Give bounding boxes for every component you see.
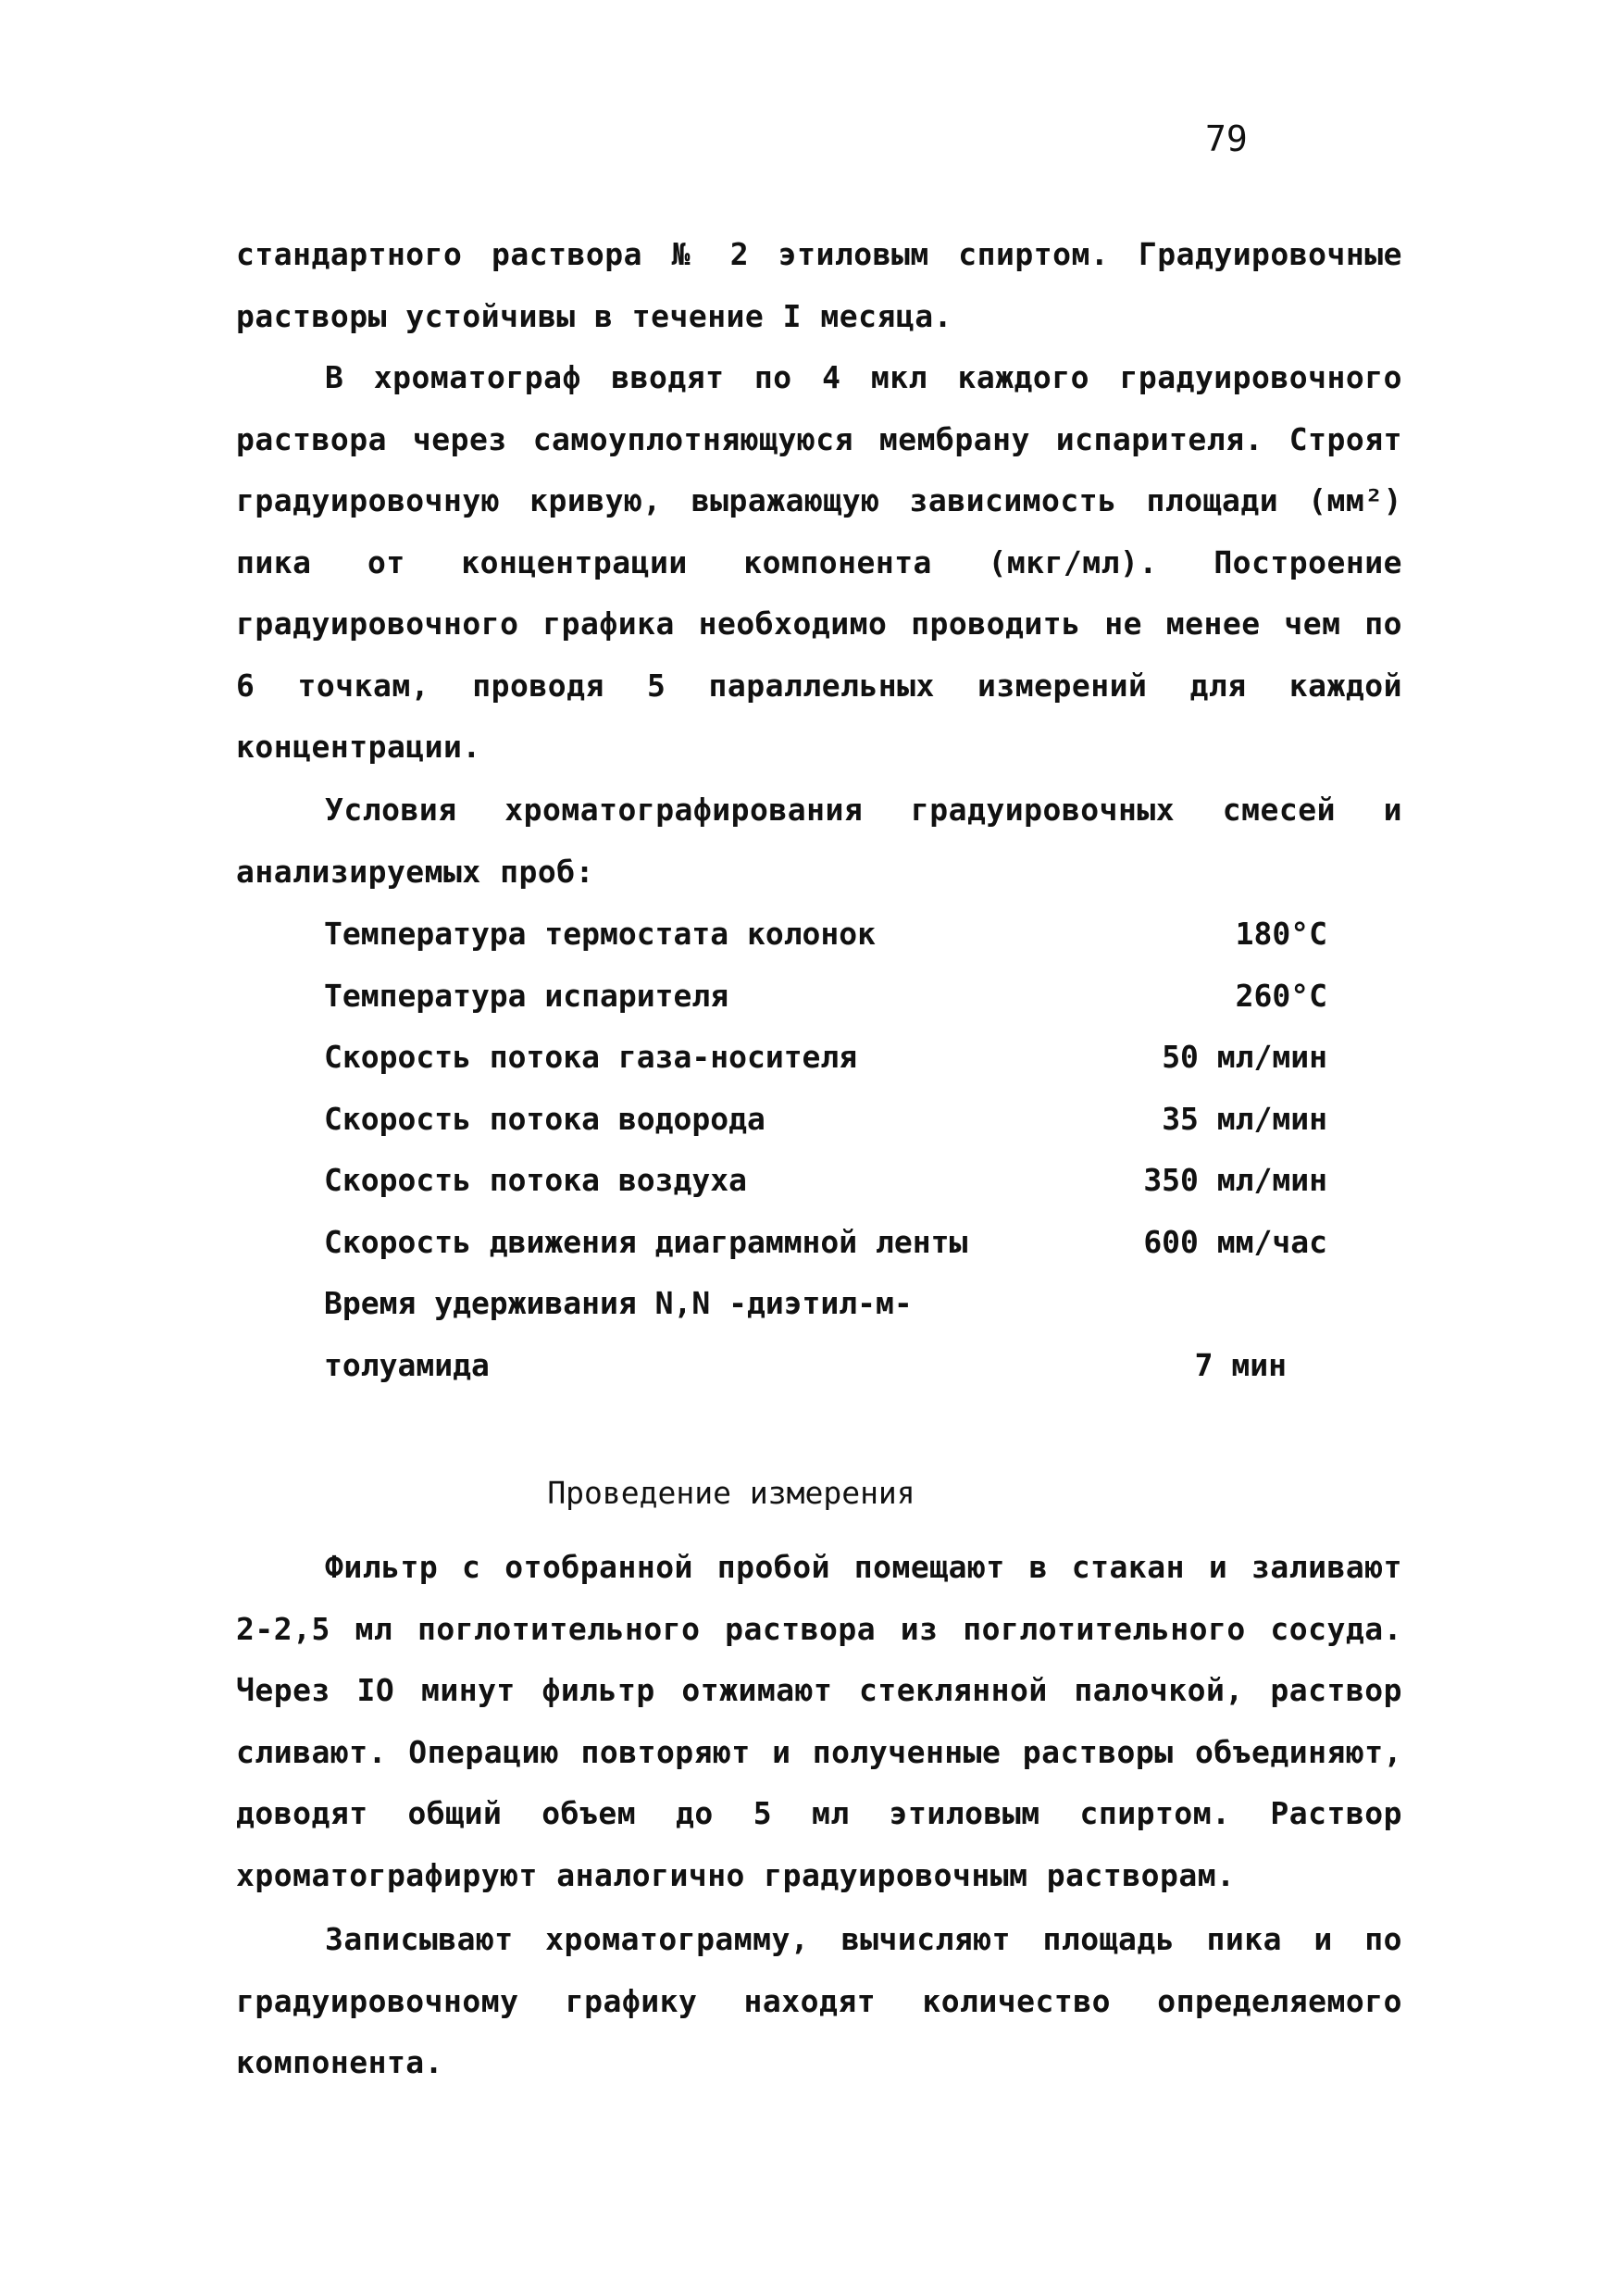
condition-value: 50 мл/мин xyxy=(1162,1039,1327,1075)
condition-value: 350 мл/мин xyxy=(1143,1162,1327,1198)
condition-value: 600 мм/час xyxy=(1143,1223,1327,1260)
condition-row xyxy=(324,966,1342,1028)
condition-value: 260°C xyxy=(1235,977,1327,1014)
paragraph-2: В хроматограф вводят по 4 мкл каждого градуировочного раствора через самоуплотняющуюся мембрану испарителя. Строят градуировочную кривую, выражающую зависимость площади (мм²) пика от концентрации компонента (мкг/мл). Построение градуировочного графика необходимо проводить не менее чем по 6 точкам, проводя 5 параллельных измерений для каждой концентрации. xyxy=(236,359,1402,765)
condition-row xyxy=(324,1273,1342,1396)
paragraph-continuation xyxy=(236,224,1402,347)
condition-value: 180°C xyxy=(1235,916,1327,952)
condition-row xyxy=(324,1089,1342,1151)
paragraph-1: стандартного раствора № 2 этиловым спиртом. Градуировочные растворы устойчивы в течение I месяца. xyxy=(236,236,1402,334)
condition-name: Время удерживания N,N -диэтил-м-толуамида xyxy=(324,1285,913,1383)
measurement-paragraph-2: Записывают хроматограмму, вычисляют площадь пика и по градуировочному графику находят количество определяемого компонента. xyxy=(236,1921,1402,2080)
condition-name: Скорость движения диаграммной ленты xyxy=(324,1223,968,1260)
measurement-procedure xyxy=(236,1537,1402,1906)
condition-name: Температура термостата колонок xyxy=(324,916,877,952)
condition-row xyxy=(324,1212,1342,1274)
chromatography-conditions-list xyxy=(324,904,1342,1396)
section-heading: Проведение измерения xyxy=(547,1475,915,1511)
condition-row xyxy=(324,1027,1342,1089)
measurement-result xyxy=(236,1909,1402,2094)
page-number: 79 xyxy=(1205,119,1248,159)
condition-name: Скорость потока воздуха xyxy=(324,1162,747,1198)
conditions-intro xyxy=(236,780,1402,903)
paragraph-3: Условия хроматографирования градуировочных смесей и анализируемых проб: xyxy=(236,792,1402,890)
condition-row xyxy=(324,1150,1342,1212)
condition-row xyxy=(324,904,1342,966)
measurement-paragraph-1: Фильтр с отобранной пробой помещают в стакан и заливают 2-2,5 мл поглотительного раствора из поглотительного сосуда. Через IO минут фильтр отжимают стеклянной палочкой, раствор сливают. Операцию повторяют и полученные растворы объединяют, доводят общий объем до 5 мл этиловым спиртом. Раствор хроматографируют аналогично градуировочным растворам. xyxy=(236,1549,1402,1893)
condition-value: 35 мл/мин xyxy=(1162,1100,1327,1137)
condition-name: Скорость потока газа-носителя xyxy=(324,1039,858,1075)
calibration-paragraph xyxy=(236,347,1402,779)
condition-value: 7 мин xyxy=(1194,1346,1287,1383)
condition-name: Температура испарителя xyxy=(324,977,729,1014)
condition-name: Скорость потока водорода xyxy=(324,1100,765,1137)
